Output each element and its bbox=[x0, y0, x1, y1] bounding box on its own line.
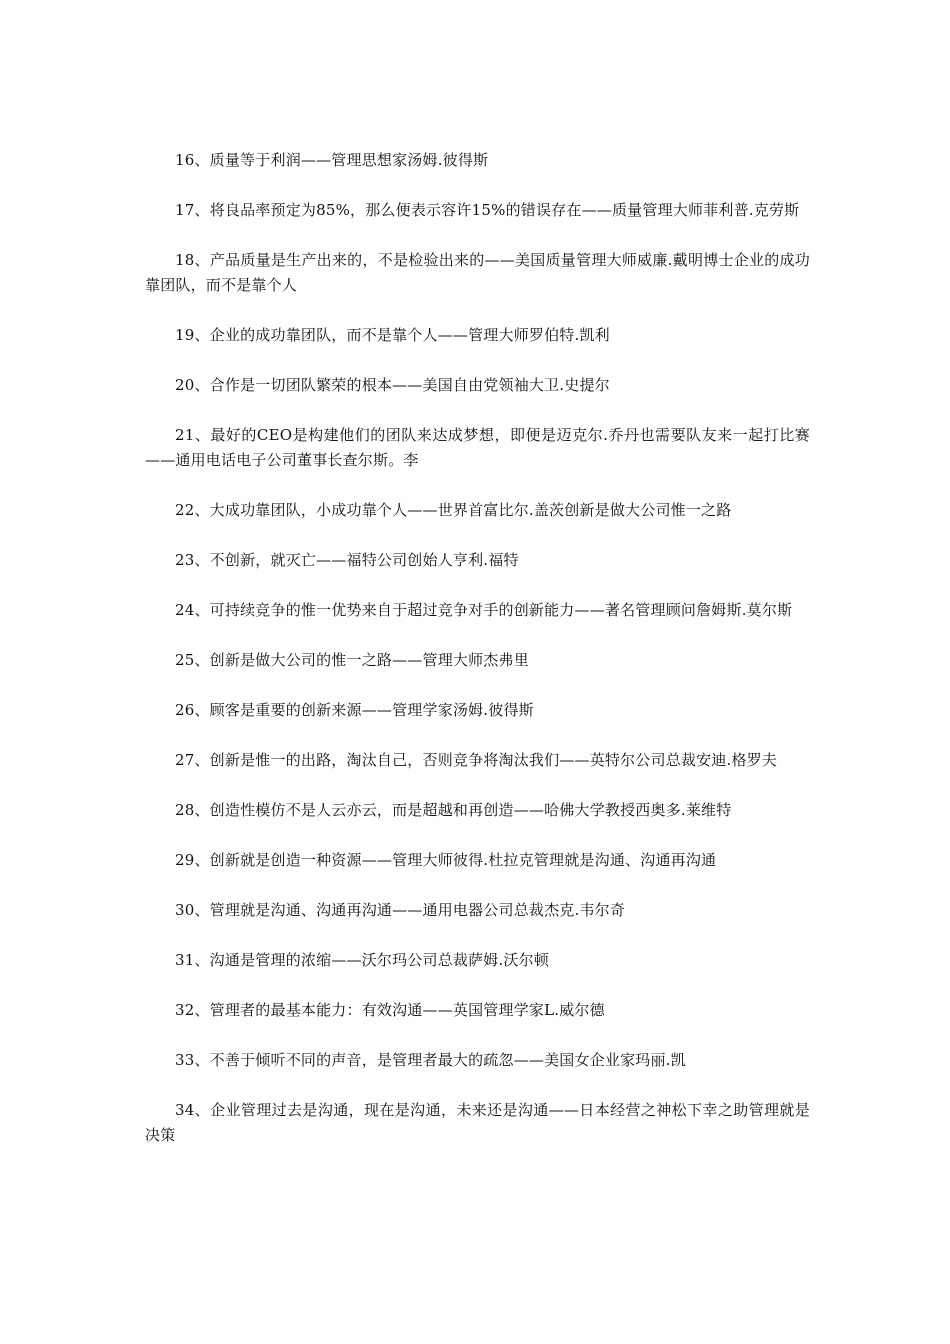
quote-paragraph-25: 25、创新是做大公司的惟一之路——管理大师杰弗里 bbox=[175, 651, 529, 669]
quote-paragraph-17: 17、将良品率预定为85%，那么便表示容许15%的错误存在——质量管理大师菲利普.克劳斯 bbox=[175, 201, 800, 219]
document-body bbox=[145, 148, 810, 1173]
quote-paragraph-16: 16、质量等于利润——管理思想家汤姆.彼得斯 bbox=[175, 151, 489, 169]
quote-paragraph-23: 23、不创新，就灭亡——福特公司创始人亨利.福特 bbox=[175, 551, 519, 569]
quote-paragraph-27: 27、创新是惟一的出路，淘汰自己，否则竞争将淘汰我们——英特尔公司总裁安迪.格罗夫 bbox=[175, 751, 778, 769]
quote-paragraph-21: 21、最好的CEO是构建他们的团队来达成梦想，即便是迈克尔.乔丹也需要队友来一起打比赛——通用电话电子公司董事长查尔斯。李 bbox=[145, 426, 810, 469]
quote-paragraph-19: 19、企业的成功靠团队，而不是靠个人——管理大师罗伯特.凯利 bbox=[175, 326, 610, 344]
quote-paragraph-24: 24、可持续竞争的惟一优势来自于超过竞争对手的创新能力——著名管理顾问詹姆斯.莫尔斯 bbox=[175, 601, 793, 619]
quote-paragraph-22: 22、大成功靠团队，小成功靠个人——世界首富比尔.盖茨创新是做大公司惟一之路 bbox=[175, 501, 732, 519]
quote-paragraph-18: 18、产品质量是生产出来的，不是检验出来的——美国质量管理大师威廉.戴明博士企业的成功靠团队，而不是靠个人 bbox=[145, 251, 810, 294]
quote-paragraph-20: 20、合作是一切团队繁荣的根本——美国自由党领袖大卫.史提尔 bbox=[175, 376, 610, 394]
quote-paragraph-30: 30、管理就是沟通、沟通再沟通——通用电器公司总裁杰克.韦尔奇 bbox=[175, 901, 626, 919]
quote-paragraph-33: 33、不善于倾听不同的声音，是管理者最大的疏忽——美国女企业家玛丽.凯 bbox=[175, 1051, 686, 1069]
quote-paragraph-31: 31、沟通是管理的浓缩——沃尔玛公司总裁萨姆.沃尔顿 bbox=[175, 951, 550, 969]
quote-paragraph-26: 26、顾客是重要的创新来源——管理学家汤姆.彼得斯 bbox=[175, 701, 534, 719]
quote-paragraph-29: 29、创新就是创造一种资源——管理大师彼得.杜拉克管理就是沟通、沟通再沟通 bbox=[175, 851, 717, 869]
quote-paragraph-28: 28、创造性模仿不是人云亦云，而是超越和再创造——哈佛大学教授西奥多.莱维特 bbox=[175, 801, 732, 819]
quote-paragraph-34: 34、企业管理过去是沟通，现在是沟通，未来还是沟通——日本经营之神松下幸之助管理就是决策 bbox=[145, 1101, 810, 1144]
quote-paragraph-32: 32、管理者的最基本能力：有效沟通——英国管理学家L.威尔德 bbox=[175, 1001, 605, 1019]
